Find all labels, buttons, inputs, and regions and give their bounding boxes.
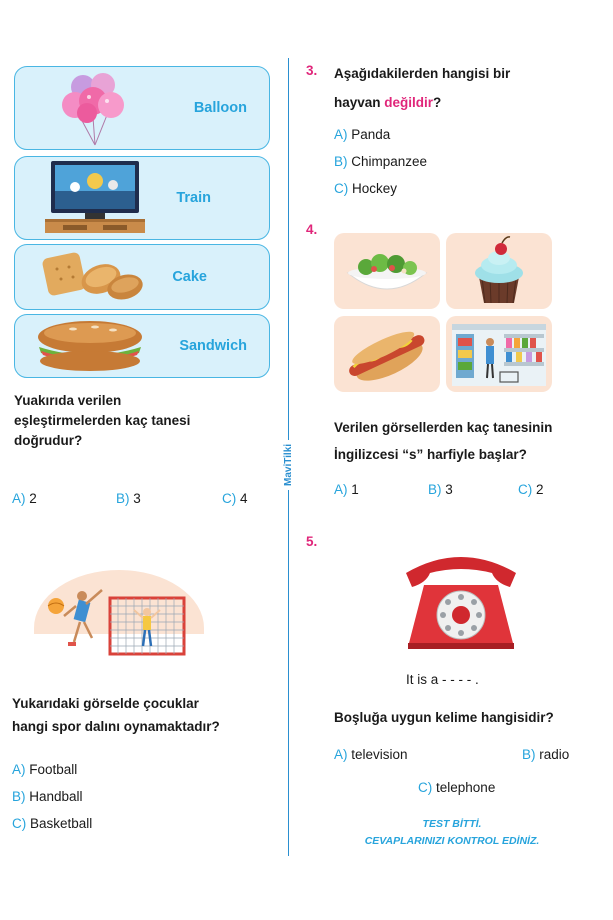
q4-question xyxy=(334,414,609,468)
biscuits-icon xyxy=(41,247,145,307)
cupcake-icon xyxy=(446,233,552,309)
matching-option-c[interactable]: C) 4 xyxy=(222,491,248,506)
q3-option-a[interactable]: A) Panda xyxy=(334,127,391,142)
match-label-balloon: Balloon xyxy=(193,100,247,116)
q5-sentence: It is a - - - - . xyxy=(406,672,479,687)
match-label-sandwich: Sandwich xyxy=(179,338,247,354)
match-label-cake: Cake xyxy=(172,269,207,285)
q3-question-line-2: hayvan değildir? xyxy=(334,95,442,110)
cupcake-tile xyxy=(446,233,552,309)
match-box-sandwich xyxy=(14,314,270,378)
q4-question-line-2: İngilizcesi “s” harfiyle başlar? xyxy=(334,447,527,462)
end-note-line-1: TEST BİTTİ. xyxy=(422,818,482,830)
matching-question-line-3: doğrudur? xyxy=(14,433,83,448)
q3-question-line-1: Aşağıdakilerden hangisi bir xyxy=(334,66,511,81)
q3-option-c[interactable]: C) Hockey xyxy=(334,181,398,196)
q4-option-a[interactable]: A) 1 xyxy=(334,482,359,497)
matching-question-line-1: Yuakırıda verilen xyxy=(14,393,122,408)
sport-question xyxy=(12,692,287,738)
hotdog-tile xyxy=(334,316,440,392)
q4-option-c[interactable]: C) 2 xyxy=(518,482,544,497)
shop-icon xyxy=(446,316,552,392)
sport-option-a[interactable]: A) Football xyxy=(12,762,78,777)
q5-option-a[interactable]: A) television xyxy=(334,747,408,762)
q4-number: 4. xyxy=(306,222,318,237)
q4-option-b[interactable]: B) 3 xyxy=(428,482,453,497)
match-box-cake xyxy=(14,244,270,310)
q3-emphasis: değildir xyxy=(384,95,434,110)
q3-option-b[interactable]: B) Chimpanzee xyxy=(334,154,428,169)
balloons-icon xyxy=(53,69,133,149)
telephone-icon xyxy=(396,547,526,657)
brand-logo: MaviTilki xyxy=(278,440,300,490)
sport-question-line-1: Yukarıdaki görselde çocuklar xyxy=(12,696,199,711)
q5-question: Boşluğa uygun kelime hangisidir? xyxy=(334,710,554,725)
q3-question xyxy=(334,59,604,117)
hotdog-icon xyxy=(334,316,440,392)
match-box-train xyxy=(14,156,270,240)
q5-option-c[interactable]: C) telephone xyxy=(418,780,496,795)
salad-icon xyxy=(334,233,440,309)
q4-question-line-1: Verilen görsellerden kaç tanesinin xyxy=(334,420,553,435)
sport-question-line-2: hangi spor dalını oynamaktadır? xyxy=(12,719,220,734)
match-box-balloon xyxy=(14,66,270,150)
sandwich-icon xyxy=(33,317,147,377)
sport-option-c[interactable]: C) Basketball xyxy=(12,816,93,831)
sport-option-b[interactable]: B) Handball xyxy=(12,789,83,804)
match-label-train: Train xyxy=(176,190,211,206)
q3-number: 3. xyxy=(306,63,318,78)
q5-option-b[interactable]: B) radio xyxy=(522,747,570,762)
matching-question-line-2: eşleştirmelerden kaç tanesi xyxy=(14,413,191,428)
shop-tile xyxy=(446,316,552,392)
end-note-line-2: CEVAPLARINIZI KONTROL EDİNİZ. xyxy=(364,835,540,847)
salad-tile xyxy=(334,233,440,309)
matching-option-a[interactable]: A) 2 xyxy=(12,491,37,506)
matching-question xyxy=(14,391,279,451)
handball-illustration xyxy=(34,570,204,670)
q5-number: 5. xyxy=(306,534,318,549)
matching-option-b[interactable]: B) 3 xyxy=(116,491,141,506)
tv-icon xyxy=(45,159,145,239)
